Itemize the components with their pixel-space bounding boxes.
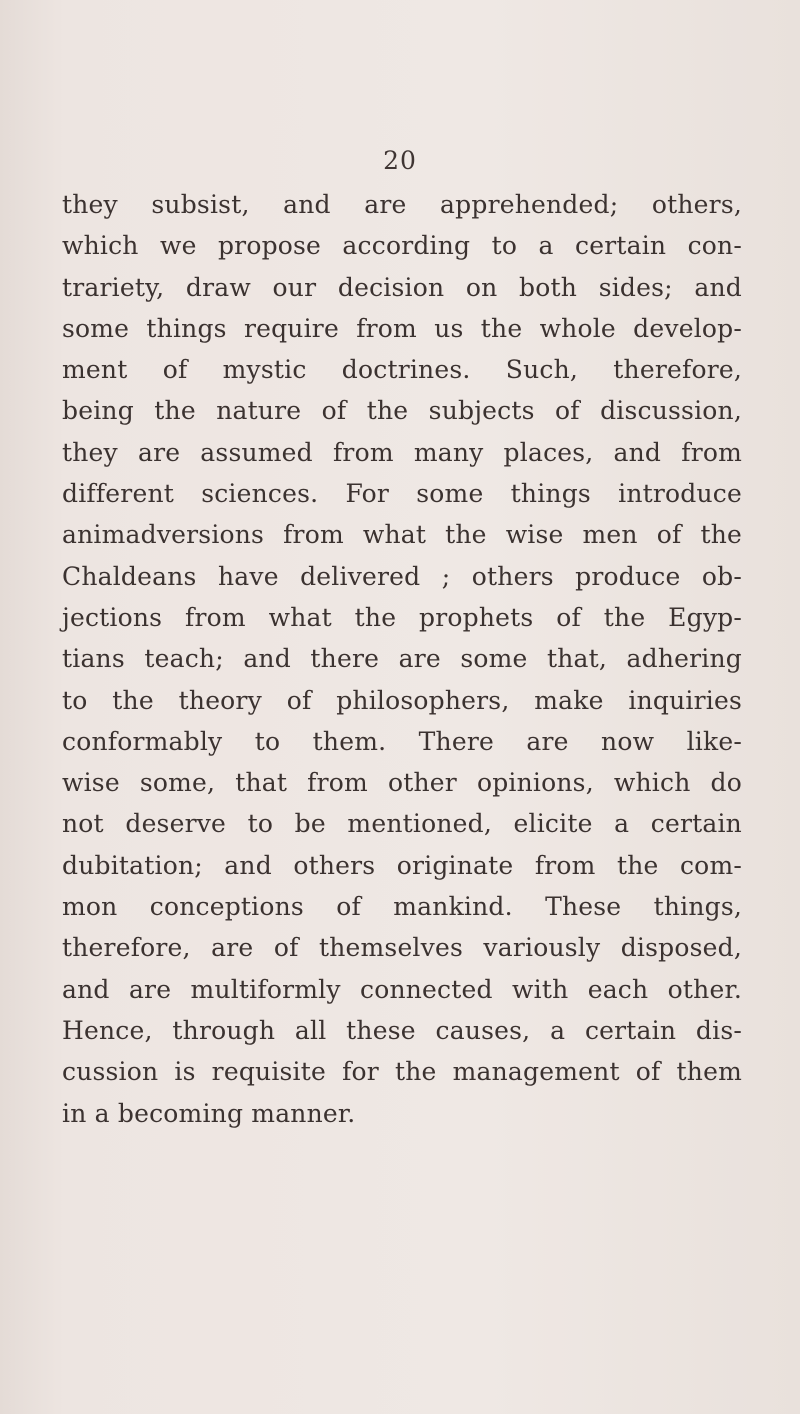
text-line: in a becoming manner.	[62, 1098, 356, 1128]
text-line: therefore, are of themselves variously disposed,	[62, 933, 742, 963]
text-line: dubitation; and others originate from the com-	[62, 850, 742, 880]
text-line: wise some, that from other opinions, which do	[62, 768, 742, 798]
text-line: Chaldeans have delivered ; others produce ob-	[62, 561, 742, 591]
text-line: Hence, through all these causes, a certain dis-	[62, 1015, 742, 1045]
text-line: to the theory of philosophers, make inquiries	[62, 685, 742, 715]
body-text	[62, 184, 742, 1134]
page-number: 20	[383, 146, 417, 175]
text-line: ment of mystic doctrines. Such, therefore,	[62, 355, 742, 385]
text-line: tians teach; and there are some that, adhering	[62, 644, 742, 674]
text-line: conformably to them. There are now like-	[62, 726, 742, 756]
text-line: which we propose according to a certain con-	[62, 231, 742, 261]
text-line: mon conceptions of mankind. These things,	[62, 892, 742, 922]
text-line: and are multiformly connected with each other.	[62, 974, 742, 1004]
text-line: animadversions from what the wise men of the	[62, 520, 742, 550]
text-line: trariety, draw our decision on both sides; and	[62, 272, 742, 302]
text-line: jections from what the prophets of the Egyp-	[62, 602, 742, 632]
text-line: some things require from us the whole develop-	[62, 313, 742, 343]
text-line: cussion is requisite for the management of them	[62, 1057, 742, 1087]
text-line: they subsist, and are apprehended; others,	[62, 190, 742, 219]
text-line: they are assumed from many places, and from	[62, 437, 742, 467]
text-line: different sciences. For some things introduce	[62, 479, 742, 509]
text-line: being the nature of the subjects of discussion,	[62, 396, 742, 426]
text-line: not deserve to be mentioned, elicite a certain	[62, 809, 742, 839]
